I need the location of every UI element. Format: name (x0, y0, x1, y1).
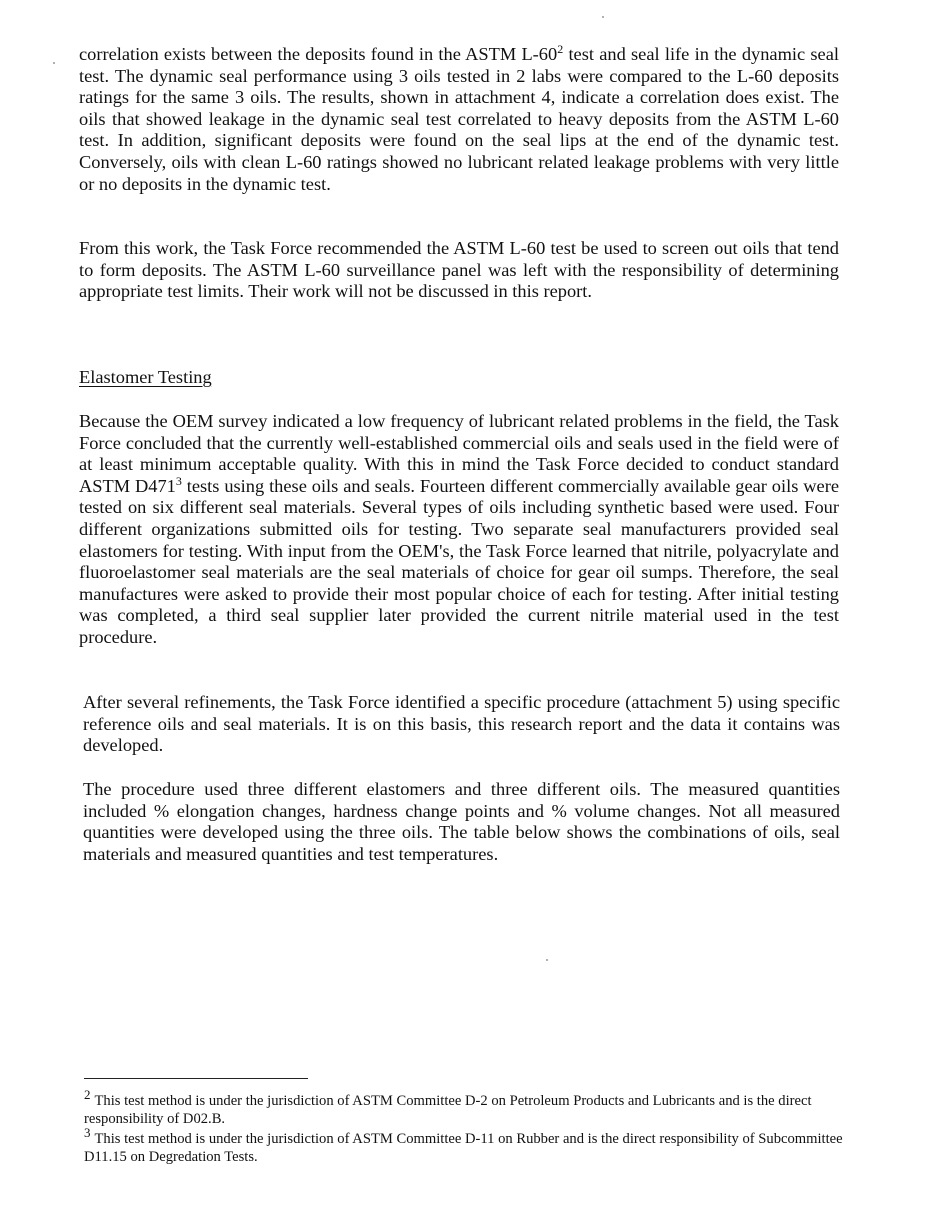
paragraph-correlation (79, 41, 839, 195)
scan-speck (546, 959, 548, 961)
footnote-3-text: This test method is under the jurisdiction of ASTM Committee D-11 on Rubber and is the direct responsibility of Subcommittee D11.15 on Degredation Tests. (84, 1131, 843, 1165)
scan-speck (53, 62, 55, 64)
paragraph-1-text-a: correlation exists between the deposits found in the ASTM L-60 (79, 44, 558, 64)
footnote-ref-3: 3 (175, 473, 182, 488)
footnote-separator (84, 1078, 308, 1079)
footnote-3-number: 3 (84, 1125, 91, 1141)
paragraph-task-force-recommendation: From this work, the Task Force recommended the ASTM L-60 test be used to screen out oils that tend to form deposits. The ASTM L-60 surveillance panel was left with the responsibility of determining appropriate test limits. Their work will not be discussed in this report. (79, 238, 839, 302)
footnote-ref-2: 2 (557, 41, 564, 56)
section-heading-elastomer-testing: Elastomer Testing (79, 367, 212, 387)
scan-speck (602, 16, 604, 18)
footnote-2-text: This test method is under the jurisdiction of ASTM Committee D-2 on Petroleum Products and Lubricants and is the direct responsibility of D02.B. (84, 1093, 812, 1127)
paragraph-procedure-description: The procedure used three different elastomers and three different oils. The measured quantities included % elongation changes, hardness change points and % volume changes. Not all measured quantities were developed using the three oils. The table below shows the combinations of oils, seal materials and measured quantities and test temperatures. (83, 779, 840, 864)
paragraph-oem-survey (79, 411, 839, 649)
paragraph-procedure-refinements: After several refinements, the Task Force identified a specific procedure (attachment 5) using specific reference oils and seal materials. It is on this basis, this research report and the data it contains was developed. (83, 692, 840, 756)
footnote-3 (84, 1125, 844, 1166)
paragraph-3-text-a: Because the OEM survey indicated a low frequency of lubricant related problems in the field, the Task Force concluded that the currently well-established commercial oils and seals used in the field were of at least minimum acceptable quality. With this in mind the Task Force decided to conduct standard ASTM D471 (79, 411, 839, 496)
footnote-2-number: 2 (84, 1087, 91, 1103)
paragraph-3-text-b: tests using these oils and seals. Fourteen different commercially available gear oils were tested on six different seal materials. Several types of oils including synthetic based were used. Four different organizations submitted oils for testing. Two separate seal manufacturers provided seal elastomers for testing. With input from the OEM's, the Task Force learned that nitrile, polyacrylate and fluoroelastomer seal materials are the seal materials of choice for gear oil sumps. Therefore, the seal manufactures were asked to provide their most popular choice of each for testing. After initial testing was completed, a third seal supplier later provided the current nitrile material used in the test procedure. (79, 475, 840, 647)
paragraph-1-text-b: test and seal life in the dynamic seal test. The dynamic seal performance using 3 oils tested in 2 labs were compared to the L-60 deposits ratings for the same 3 oils. The results, shown in attachment 4, indicate a correlation does exist. The oils that showed leakage in the dynamic seal test correlated to heavy deposits from the ASTM L-60 test. In addition, significant deposits were found on the seal lips at the end of the dynamic test. Conversely, oils with clean L-60 ratings showed no lubricant related leakage problems with very little or no deposits in the dynamic test. (79, 44, 839, 194)
footnote-2 (84, 1087, 844, 1128)
